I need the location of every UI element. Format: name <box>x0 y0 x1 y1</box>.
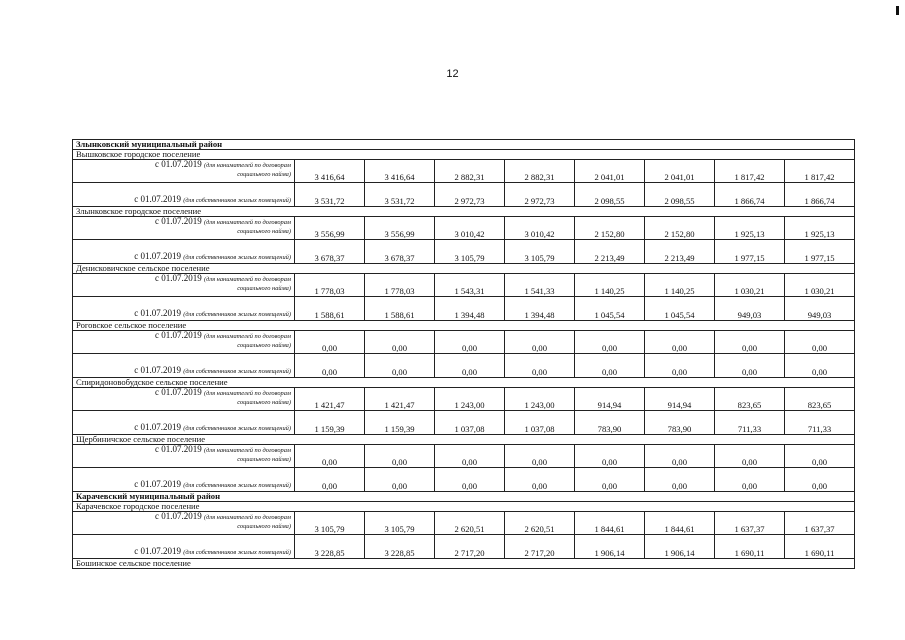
tariff-value: 0,00 <box>715 331 785 354</box>
settlement-title: Роговское сельское поселение <box>73 321 855 331</box>
tariff-value: 0,00 <box>715 354 785 378</box>
tariff-value: 0,00 <box>365 331 435 354</box>
tariff-value: 0,00 <box>575 354 645 378</box>
tariff-value: 1 541,33 <box>505 274 575 297</box>
tariff-value: 2 882,31 <box>505 160 575 183</box>
tenant-tariff-row <box>73 512 855 535</box>
tariff-value: 2 152,80 <box>575 217 645 240</box>
owner-label <box>73 240 295 264</box>
tariff-value: 1 394,48 <box>435 297 505 321</box>
settlement-title: Денисковичское сельское поселение <box>73 264 855 274</box>
district-title: Карачевский муниципальный район <box>73 492 855 502</box>
tariff-value: 1 977,15 <box>715 240 785 264</box>
settlement-row <box>73 435 855 445</box>
settlement-row <box>73 207 855 217</box>
tariff-value: 0,00 <box>365 468 435 492</box>
tariff-value: 3 228,85 <box>295 535 365 559</box>
tariff-value: 3 678,37 <box>295 240 365 264</box>
tariff-value: 3 105,79 <box>295 512 365 535</box>
tariff-value: 2 152,80 <box>645 217 715 240</box>
owner-label <box>73 411 295 435</box>
tenant-date: с 01.07.2019 <box>155 159 202 169</box>
tariff-value: 3 416,64 <box>365 160 435 183</box>
tariff-value: 1 817,42 <box>785 160 855 183</box>
tenant-date: с 01.07.2019 <box>155 387 202 397</box>
tenant-date: с 01.07.2019 <box>155 216 202 226</box>
owner-tariff-row <box>73 354 855 378</box>
district-row <box>73 492 855 502</box>
tenant-note-line-1: (для нанимателей по договорам <box>203 333 291 340</box>
tariff-value: 3 556,99 <box>295 217 365 240</box>
tariff-value: 1 037,08 <box>435 411 505 435</box>
tariff-value: 1 030,21 <box>785 274 855 297</box>
tariff-value: 949,03 <box>785 297 855 321</box>
tenant-label <box>73 388 295 411</box>
owner-date: с 01.07.2019 <box>134 251 182 261</box>
tenant-note-line-2: социального найма) <box>237 285 291 292</box>
tenant-tariff-row <box>73 445 855 468</box>
owner-tariff-row <box>73 535 855 559</box>
tariff-value: 0,00 <box>785 354 855 378</box>
settlement-title: Щербиничское сельское поселение <box>73 435 855 445</box>
owner-date: с 01.07.2019 <box>134 422 182 432</box>
owner-date: с 01.07.2019 <box>134 194 182 204</box>
tariff-value: 0,00 <box>295 445 365 468</box>
tenant-note-line-1: (для нанимателей по договорам <box>203 219 291 226</box>
tenant-note-line-2: социального найма) <box>237 523 291 530</box>
tariff-value: 3 105,79 <box>505 240 575 264</box>
tariff-value: 3 228,85 <box>365 535 435 559</box>
tariff-value: 0,00 <box>365 445 435 468</box>
tariff-value: 783,90 <box>575 411 645 435</box>
tenant-tariff-row <box>73 274 855 297</box>
owner-tariff-row <box>73 240 855 264</box>
page-number: 12 <box>446 68 459 80</box>
tariff-value: 2 213,49 <box>645 240 715 264</box>
tenant-note-line-2: социального найма) <box>237 342 291 349</box>
tariff-value: 1 140,25 <box>575 274 645 297</box>
tariff-value: 1 925,13 <box>785 217 855 240</box>
tariff-value: 0,00 <box>715 445 785 468</box>
tariff-value: 1 037,08 <box>505 411 575 435</box>
tariff-value: 0,00 <box>645 445 715 468</box>
tariff-value: 1 866,74 <box>715 183 785 207</box>
settlement-row <box>73 502 855 512</box>
tariff-value: 2 620,51 <box>435 512 505 535</box>
owner-tariff-row <box>73 183 855 207</box>
tenant-label <box>73 217 295 240</box>
tariff-value: 2 972,73 <box>505 183 575 207</box>
tenant-tariff-row <box>73 388 855 411</box>
owner-label <box>73 183 295 207</box>
tariff-value: 3 105,79 <box>365 512 435 535</box>
tariff-value: 1 243,00 <box>505 388 575 411</box>
tariff-value: 1 817,42 <box>715 160 785 183</box>
settlement-row <box>73 559 855 569</box>
tariff-value: 823,65 <box>715 388 785 411</box>
tenant-note-line-1: (для нанимателей по договорам <box>203 514 291 521</box>
tariff-value: 0,00 <box>505 468 575 492</box>
tariff-value: 0,00 <box>435 331 505 354</box>
tariff-value: 783,90 <box>645 411 715 435</box>
settlement-title: Злынковское городское поселение <box>73 207 855 217</box>
tariff-value: 3 556,99 <box>365 217 435 240</box>
tariff-value: 711,33 <box>785 411 855 435</box>
owner-date: с 01.07.2019 <box>134 479 182 489</box>
tariff-value: 2 882,31 <box>435 160 505 183</box>
tariff-value: 1 977,15 <box>785 240 855 264</box>
tariff-value: 0,00 <box>435 445 505 468</box>
tenant-label <box>73 445 295 468</box>
tariff-value: 949,03 <box>715 297 785 321</box>
tariff-value: 3 531,72 <box>365 183 435 207</box>
tenant-date: с 01.07.2019 <box>155 330 202 340</box>
tariff-value: 1 421,47 <box>365 388 435 411</box>
tariff-value: 2 041,01 <box>645 160 715 183</box>
owner-date: с 01.07.2019 <box>134 308 182 318</box>
tariff-value: 823,65 <box>785 388 855 411</box>
tenant-note-line-2: социального найма) <box>237 456 291 463</box>
owner-note: (для собственников жилых помещений) <box>183 425 291 432</box>
tariff-value: 2 620,51 <box>505 512 575 535</box>
tariff-value: 3 010,42 <box>505 217 575 240</box>
tariff-value: 0,00 <box>715 468 785 492</box>
owner-note: (для собственников жилых помещений) <box>183 254 291 261</box>
settlement-row <box>73 150 855 160</box>
tariff-value: 1 778,03 <box>295 274 365 297</box>
tariff-value: 0,00 <box>575 331 645 354</box>
tenant-note-line-2: социального найма) <box>237 228 291 235</box>
owner-date: с 01.07.2019 <box>134 546 182 556</box>
tariff-value: 1 866,74 <box>785 183 855 207</box>
tariff-value: 0,00 <box>645 331 715 354</box>
tariff-value: 0,00 <box>295 331 365 354</box>
tariff-value: 3 416,64 <box>295 160 365 183</box>
tariff-value: 2 098,55 <box>575 183 645 207</box>
tariff-value: 1 906,14 <box>575 535 645 559</box>
settlement-row <box>73 264 855 274</box>
owner-note: (для собственников жилых помещений) <box>183 311 291 318</box>
tariff-value: 0,00 <box>435 468 505 492</box>
settlement-row <box>73 321 855 331</box>
tariff-value: 2 041,01 <box>575 160 645 183</box>
tariff-value: 0,00 <box>505 331 575 354</box>
tariff-value: 1 159,39 <box>365 411 435 435</box>
tariff-value: 2 717,20 <box>505 535 575 559</box>
tariff-value: 0,00 <box>295 354 365 378</box>
tariff-value: 1 588,61 <box>295 297 365 321</box>
tariff-value: 1 637,37 <box>785 512 855 535</box>
tariff-value: 2 972,73 <box>435 183 505 207</box>
tariff-value: 2 098,55 <box>645 183 715 207</box>
owner-note: (для собственников жилых помещений) <box>183 549 291 556</box>
tariff-value: 1 394,48 <box>505 297 575 321</box>
scan-edge-mark <box>896 6 899 15</box>
tariff-table <box>72 139 855 569</box>
tenant-note-line-2: социального найма) <box>237 171 291 178</box>
tariff-value: 0,00 <box>785 445 855 468</box>
owner-note: (для собственников жилых помещений) <box>183 482 291 489</box>
tariff-value: 3 105,79 <box>435 240 505 264</box>
tenant-tariff-row <box>73 160 855 183</box>
tariff-value: 1 637,37 <box>715 512 785 535</box>
tariff-value: 711,33 <box>715 411 785 435</box>
settlement-title: Вышковское городское поселение <box>73 150 855 160</box>
tariff-value: 3 010,42 <box>435 217 505 240</box>
tenant-tariff-row <box>73 217 855 240</box>
tenant-label <box>73 331 295 354</box>
tariff-value: 2 213,49 <box>575 240 645 264</box>
tariff-value: 0,00 <box>505 445 575 468</box>
tenant-label <box>73 160 295 183</box>
settlement-title: Карачевское городское поселение <box>73 502 855 512</box>
owner-note: (для собственников жилых помещений) <box>183 197 291 204</box>
tariff-value: 2 717,20 <box>435 535 505 559</box>
tariff-value: 1 243,00 <box>435 388 505 411</box>
tenant-note-line-1: (для нанимателей по договорам <box>203 390 291 397</box>
tariff-value: 1 045,54 <box>575 297 645 321</box>
owner-label <box>73 297 295 321</box>
tariff-value: 1 906,14 <box>645 535 715 559</box>
tariff-value: 1 045,54 <box>645 297 715 321</box>
tenant-date: с 01.07.2019 <box>155 273 202 283</box>
owner-label <box>73 354 295 378</box>
tenant-date: с 01.07.2019 <box>155 444 202 454</box>
tariff-value: 1 690,11 <box>785 535 855 559</box>
tariff-value: 0,00 <box>785 331 855 354</box>
tariff-value: 0,00 <box>645 354 715 378</box>
owner-date: с 01.07.2019 <box>134 365 182 375</box>
tariff-value: 0,00 <box>505 354 575 378</box>
settlement-title: Бошинское сельское поселение <box>73 559 855 569</box>
tenant-date: с 01.07.2019 <box>155 511 202 521</box>
tariff-value: 1 844,61 <box>575 512 645 535</box>
tariff-value: 0,00 <box>435 354 505 378</box>
tariff-value: 0,00 <box>295 468 365 492</box>
tariff-value: 1 925,13 <box>715 217 785 240</box>
district-title: Злынковский муниципальный район <box>73 140 855 150</box>
tariff-table-body <box>73 140 855 569</box>
tariff-value: 0,00 <box>645 468 715 492</box>
tariff-value: 0,00 <box>575 445 645 468</box>
tariff-value: 1 159,39 <box>295 411 365 435</box>
owner-tariff-row <box>73 411 855 435</box>
owner-note: (для собственников жилых помещений) <box>183 368 291 375</box>
owner-label <box>73 535 295 559</box>
tariff-value: 3 678,37 <box>365 240 435 264</box>
tenant-note-line-1: (для нанимателей по договорам <box>203 162 291 169</box>
tariff-value: 914,94 <box>645 388 715 411</box>
tenant-label <box>73 274 295 297</box>
tariff-value: 1 030,21 <box>715 274 785 297</box>
tenant-note-line-1: (для нанимателей по договорам <box>203 276 291 283</box>
owner-label <box>73 468 295 492</box>
settlement-title: Спиридоновобудское сельское поселение <box>73 378 855 388</box>
tariff-value: 3 531,72 <box>295 183 365 207</box>
district-row <box>73 140 855 150</box>
tariff-value: 1 421,47 <box>295 388 365 411</box>
settlement-row <box>73 378 855 388</box>
tenant-note-line-2: социального найма) <box>237 399 291 406</box>
tenant-tariff-row <box>73 331 855 354</box>
tariff-value: 0,00 <box>575 468 645 492</box>
tariff-value: 1 140,25 <box>645 274 715 297</box>
tariff-value: 914,94 <box>575 388 645 411</box>
tariff-value: 1 588,61 <box>365 297 435 321</box>
tariff-value: 1 543,31 <box>435 274 505 297</box>
tenant-note-line-1: (для нанимателей по договорам <box>203 447 291 454</box>
tariff-value: 1 844,61 <box>645 512 715 535</box>
tariff-value: 0,00 <box>365 354 435 378</box>
owner-tariff-row <box>73 468 855 492</box>
tariff-value: 0,00 <box>785 468 855 492</box>
tariff-value: 1 778,03 <box>365 274 435 297</box>
tenant-label <box>73 512 295 535</box>
owner-tariff-row <box>73 297 855 321</box>
tariff-value: 1 690,11 <box>715 535 785 559</box>
